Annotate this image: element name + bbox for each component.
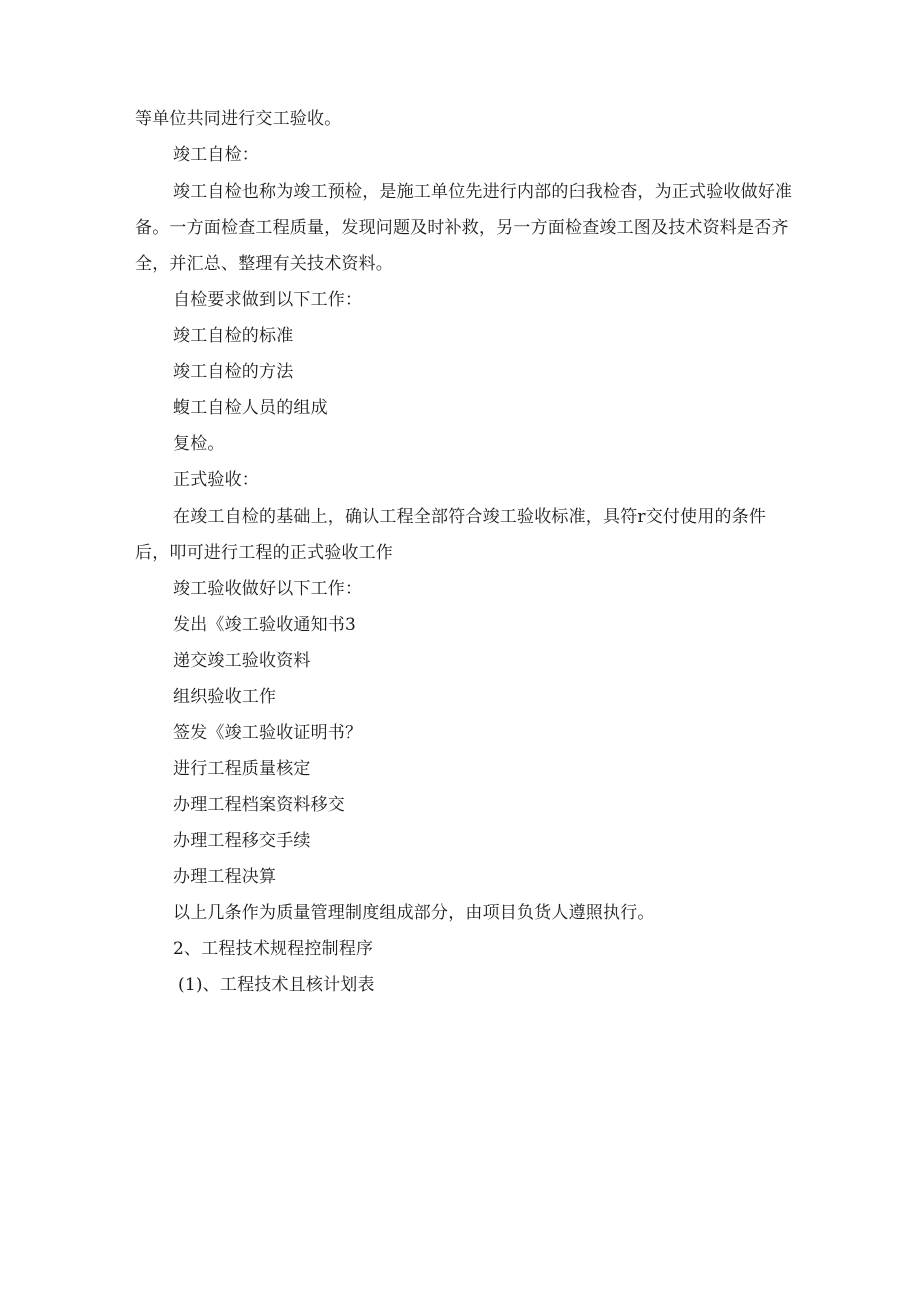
- paragraph-line: 备。一方面检查工程质量，发现问题及时补救，另一方面检查竣工图及技术资料是否齐: [135, 218, 789, 238]
- list-item: 竣工自检的方法: [173, 362, 294, 382]
- list-item: 办理工程移交手续: [173, 831, 311, 851]
- subsection-heading: (1)、工程技术且核计划表: [178, 975, 375, 995]
- list-item: 蝮工自检人员的组成: [173, 398, 328, 418]
- paragraph-line: 自检要求做到以下工作：: [173, 290, 363, 310]
- list-item: 复检。: [173, 434, 225, 454]
- paragraph-line: 以上几条作为质量管理制度组成部分，由项目负货人遵照执行。: [173, 903, 655, 923]
- paragraph-line: 全，并汇总、整理有关技术资料。: [135, 254, 393, 274]
- list-item: 竣工自检的标准: [173, 326, 294, 346]
- list-item: 组织验收工作: [173, 687, 277, 707]
- paragraph-line: 在竣工自检的基础上，确认工程全部符合竣工验收标准，具符r交付使用的条件: [173, 507, 767, 527]
- paragraph-line: 等单位共同进行交工验收。: [135, 109, 342, 129]
- section-heading: 正式验收：: [173, 470, 259, 490]
- list-item: 签发《竣工验收证明书？: [173, 723, 363, 743]
- list-item: 办理工程档案资料移交: [173, 795, 345, 815]
- paragraph-line: 竣工验收做好以下工作：: [173, 579, 363, 599]
- list-item: 办理工程决算: [173, 867, 277, 887]
- paragraph-line: 竣工自检也称为竣工预检，是施工单位先进行内部的臼我检杳，为正式验收做好准: [173, 182, 793, 202]
- section-heading: 2、工程技术规程控制程序: [173, 939, 374, 959]
- list-item: 进行工程质量核定: [173, 759, 311, 779]
- paragraph-line: 后，叩可进行工程的正式验收工作: [135, 543, 393, 563]
- list-item: 发出《竣工验收通知书3: [173, 615, 357, 635]
- list-item: 递交竣工验收资料: [173, 651, 311, 671]
- section-heading: 竣工自检：: [173, 145, 259, 165]
